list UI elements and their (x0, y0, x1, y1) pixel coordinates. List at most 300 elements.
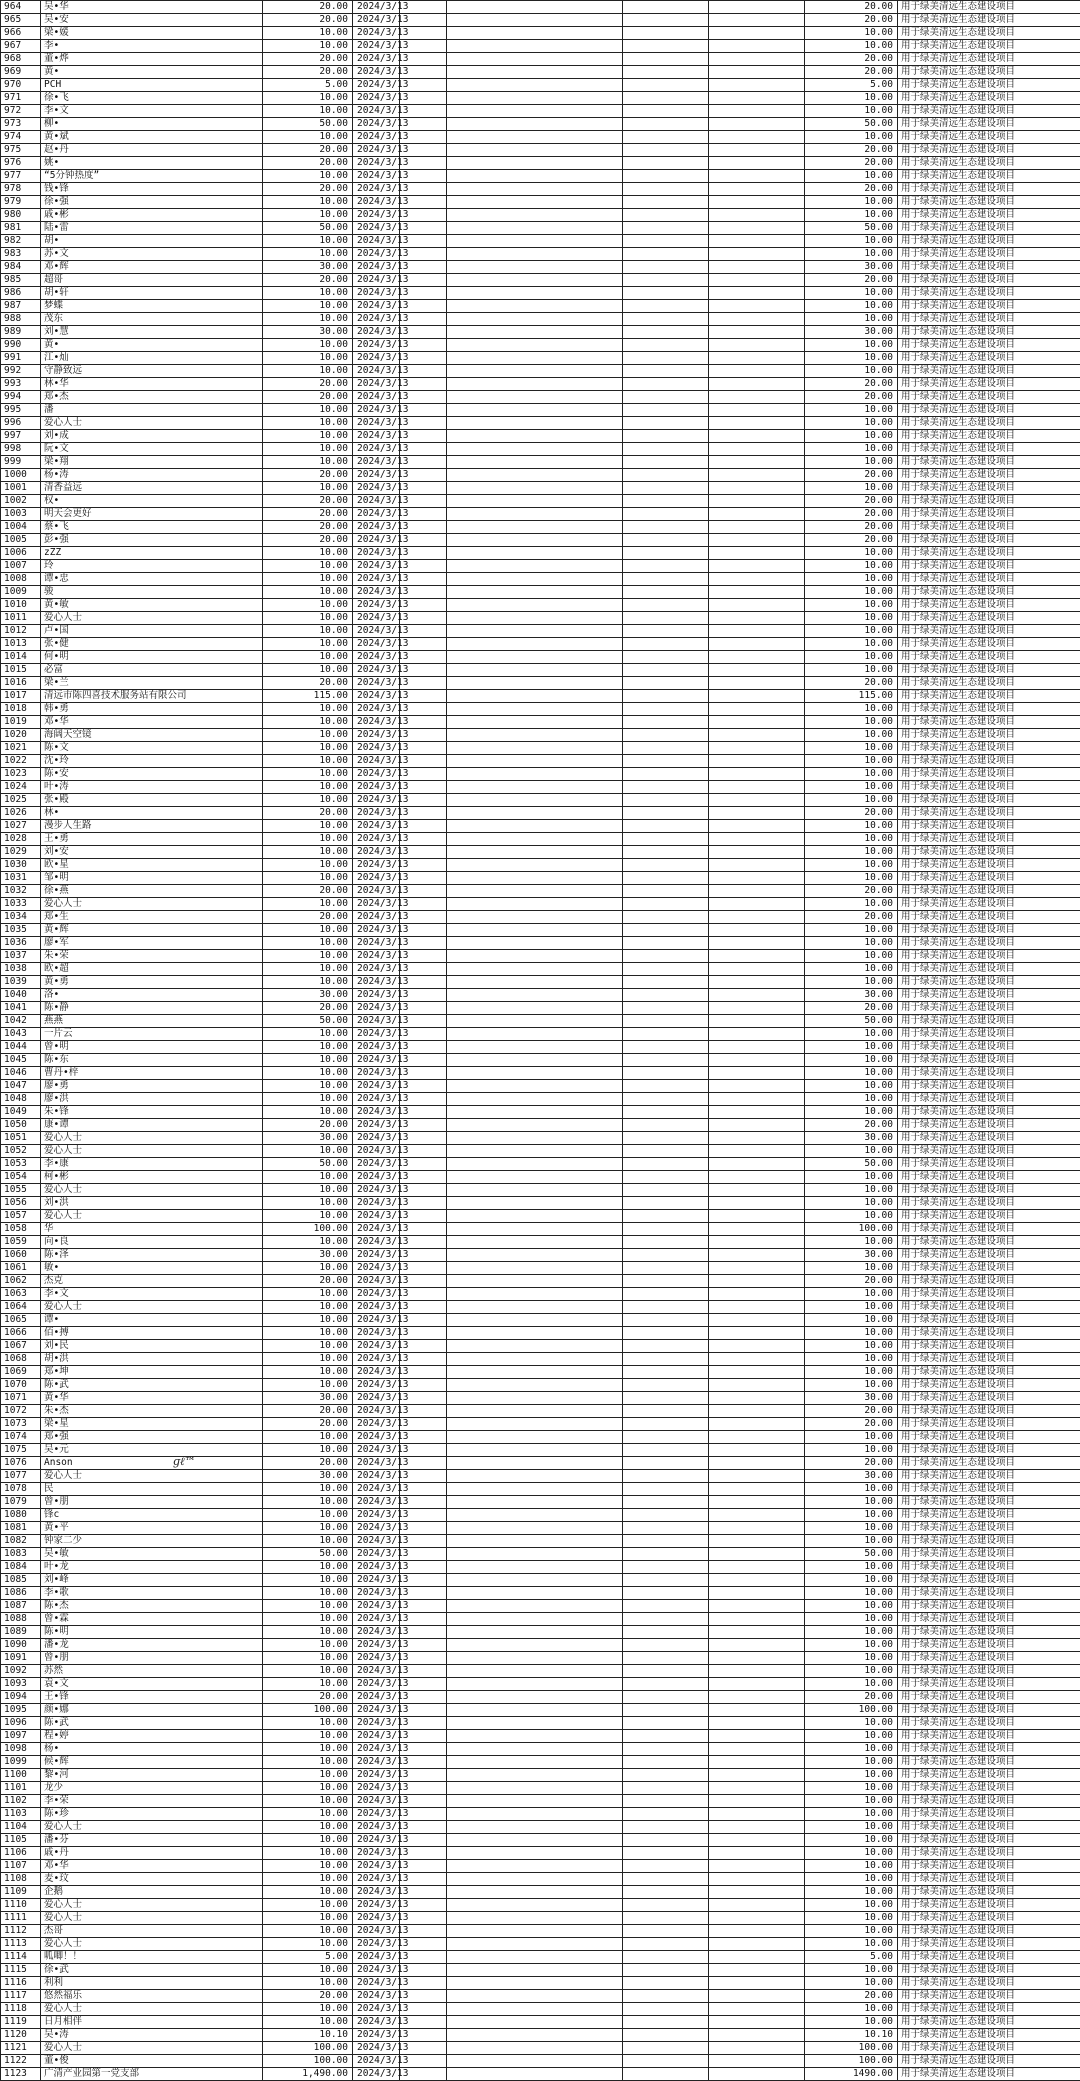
fund-usage: 用于绿美清远生态建设项目 (898, 2055, 1080, 2068)
received-amount: 10.00 (805, 1600, 898, 1613)
fund-usage: 用于绿美清远生态建设项目 (898, 27, 1080, 40)
row-number: 989 (1, 326, 41, 339)
row-number: 1057 (1, 1210, 41, 1223)
received-amount: 10.00 (805, 27, 898, 40)
donor-name: 邓•华 (41, 1860, 263, 1873)
empty-cell (709, 989, 805, 1002)
table-row (1, 625, 1080, 638)
received-amount: 20.00 (805, 1691, 898, 1704)
donor-name: 敏• (41, 1262, 263, 1275)
empty-cell (447, 872, 623, 885)
empty-cell (709, 1834, 805, 1847)
fund-usage: 用于绿美清远生态建设项目 (898, 157, 1080, 170)
table-row (1, 612, 1080, 625)
empty-cell (709, 781, 805, 794)
donation-amount: 20.00 (263, 1119, 353, 1132)
empty-cell (447, 1171, 623, 1184)
fund-usage: 用于绿美清远生态建设项目 (898, 1834, 1080, 1847)
donation-date: 2024/3/13 (353, 1652, 400, 1665)
fund-usage: 用于绿美清远生态建设项目 (898, 1405, 1080, 1418)
empty-cell (447, 1288, 623, 1301)
empty-cell (709, 716, 805, 729)
donation-date: 2024/3/13 (353, 118, 400, 131)
donation-amount: 10.00 (263, 209, 353, 222)
donation-amount: 10.00 (263, 1639, 353, 1652)
donor-name: 企鹅 (41, 1886, 263, 1899)
empty-cell (623, 1119, 709, 1132)
received-amount: 10.00 (805, 235, 898, 248)
empty-cell (709, 807, 805, 820)
donation-date: 2024/3/13 (353, 1340, 400, 1353)
empty-cell (709, 1015, 805, 1028)
row-number: 1056 (1, 1197, 41, 1210)
fund-usage: 用于绿美清远生态建设项目 (898, 378, 1080, 391)
empty-cell (623, 53, 709, 66)
empty-cell (623, 248, 709, 261)
fund-usage: 用于绿美清远生态建设项目 (898, 1275, 1080, 1288)
table-row (1, 2003, 1080, 2016)
table-row (1, 1353, 1080, 1366)
empty-cell (447, 222, 623, 235)
table-row (1, 482, 1080, 495)
table-row (1, 794, 1080, 807)
donation-amount: 10.00 (263, 846, 353, 859)
donation-date: 2024/3/13 (353, 586, 400, 599)
donation-amount: 50.00 (263, 1158, 353, 1171)
row-number: 966 (1, 27, 41, 40)
row-number: 1011 (1, 612, 41, 625)
empty-cell (623, 768, 709, 781)
received-amount: 50.00 (805, 222, 898, 235)
empty-cell (709, 560, 805, 573)
fund-usage: 用于绿美清远生态建设项目 (898, 989, 1080, 1002)
table-row (1, 1639, 1080, 1652)
empty-cell (623, 1743, 709, 1756)
fund-usage: 用于绿美清远生态建设项目 (898, 1535, 1080, 1548)
received-amount: 10.00 (805, 716, 898, 729)
donor-name: 曾•明 (41, 1041, 263, 1054)
donor-name: 郑•杰 (41, 391, 263, 404)
row-number: 1022 (1, 755, 41, 768)
empty-cell (447, 170, 623, 183)
fund-usage: 用于绿美清远生态建设项目 (898, 40, 1080, 53)
empty-cell (447, 2029, 623, 2042)
fund-usage: 用于绿美清远生态建设项目 (898, 339, 1080, 352)
donation-amount: 10.00 (263, 599, 353, 612)
empty-cell (623, 1197, 709, 1210)
empty-cell (447, 976, 623, 989)
table-row (1, 742, 1080, 755)
row-number: 1054 (1, 1171, 41, 1184)
fund-usage: 用于绿美清远生态建设项目 (898, 1808, 1080, 1821)
donor-name: 程•婷 (41, 1730, 263, 1743)
donor-name: 徐•武 (41, 1964, 263, 1977)
empty-cell (623, 313, 709, 326)
empty-cell (709, 1054, 805, 1067)
table-row (1, 1925, 1080, 1938)
donor-name: 康•谭 (41, 1119, 263, 1132)
donation-amount: 10.00 (263, 1808, 353, 1821)
donation-date: 2024/3/13 (353, 1769, 400, 1782)
empty-cell (709, 1288, 805, 1301)
table-row (1, 521, 1080, 534)
empty-cell (623, 131, 709, 144)
donation-date: 2024/3/13 (353, 352, 400, 365)
empty-cell (623, 1717, 709, 1730)
empty-cell (623, 1951, 709, 1964)
donation-amount: 10.00 (263, 1782, 353, 1795)
received-amount: 10.00 (805, 846, 898, 859)
table-row (1, 274, 1080, 287)
row-number: 1032 (1, 885, 41, 898)
donor-name: 龙少 (41, 1782, 263, 1795)
row-number: 1082 (1, 1535, 41, 1548)
fund-usage: 用于绿美清远生态建设项目 (898, 404, 1080, 417)
donation-amount: 10.00 (263, 1080, 353, 1093)
donation-date: 2024/3/13 (353, 391, 400, 404)
donation-date: 2024/3/13 (353, 768, 400, 781)
received-amount: 10.00 (805, 1483, 898, 1496)
donation-date: 2024/3/13 (353, 820, 400, 833)
donation-date: 2024/3/13 (353, 690, 400, 703)
received-amount: 10.00 (805, 443, 898, 456)
empty-cell (623, 79, 709, 92)
empty-cell (447, 287, 623, 300)
donation-amount: 10.00 (263, 1366, 353, 1379)
table-row (1, 1002, 1080, 1015)
received-amount: 10.10 (805, 2029, 898, 2042)
donor-name: 邓•辉 (41, 261, 263, 274)
empty-cell (447, 131, 623, 144)
donation-date: 2024/3/13 (353, 209, 400, 222)
table-row (1, 716, 1080, 729)
empty-cell (709, 1886, 805, 1899)
empty-cell (447, 1249, 623, 1262)
empty-cell (709, 768, 805, 781)
donation-amount: 10.00 (263, 1353, 353, 1366)
empty-cell (623, 989, 709, 1002)
empty-cell (447, 1665, 623, 1678)
donation-date: 2024/3/13 (353, 1171, 400, 1184)
row-number: 1083 (1, 1548, 41, 1561)
donation-date: 2024/3/13 (353, 794, 400, 807)
donation-date: 2024/3/13 (353, 1236, 400, 1249)
donation-date: 2024/3/13 (353, 183, 400, 196)
table-row (1, 105, 1080, 118)
empty-cell (447, 313, 623, 326)
empty-cell (447, 2016, 623, 2029)
table-row (1, 131, 1080, 144)
donor-name: 戚•彬 (41, 209, 263, 222)
empty-cell (623, 1977, 709, 1990)
empty-cell (623, 1249, 709, 1262)
empty-cell (709, 1366, 805, 1379)
donation-date: 2024/3/13 (353, 963, 400, 976)
empty-cell (709, 1301, 805, 1314)
fund-usage: 用于绿美清远生态建设项目 (898, 729, 1080, 742)
donation-amount: 10.00 (263, 339, 353, 352)
donation-amount: 10.00 (263, 1496, 353, 1509)
empty-cell (709, 1327, 805, 1340)
empty-cell (709, 937, 805, 950)
donor-name: 阮•文 (41, 443, 263, 456)
donation-amount: 10.00 (263, 976, 353, 989)
empty-cell (709, 1639, 805, 1652)
table-row (1, 950, 1080, 963)
donation-date: 2024/3/13 (353, 1522, 400, 1535)
empty-cell (623, 781, 709, 794)
empty-cell (623, 651, 709, 664)
received-amount: 10.00 (805, 742, 898, 755)
empty-cell (709, 638, 805, 651)
table-row (1, 1054, 1080, 1067)
row-number: 1031 (1, 872, 41, 885)
fund-usage: 用于绿美清远生态建设项目 (898, 599, 1080, 612)
received-amount: 10.00 (805, 794, 898, 807)
fund-usage: 用于绿美清远生态建设项目 (898, 495, 1080, 508)
donor-name: 爱心人士 (41, 1938, 263, 1951)
empty-cell (623, 1366, 709, 1379)
fund-usage: 用于绿美清远生态建设项目 (898, 586, 1080, 599)
received-amount: 10.00 (805, 1054, 898, 1067)
empty-cell (447, 235, 623, 248)
empty-cell (447, 2042, 623, 2055)
donor-name: 邹•明 (41, 872, 263, 885)
row-number: 1020 (1, 729, 41, 742)
donor-name: 梁•星 (41, 1418, 263, 1431)
row-number: 995 (1, 404, 41, 417)
empty-cell (623, 1535, 709, 1548)
empty-cell (623, 703, 709, 716)
empty-cell (623, 755, 709, 768)
received-amount: 10.00 (805, 1431, 898, 1444)
empty-cell (709, 1652, 805, 1665)
donation-date: 2024/3/13 (353, 1249, 400, 1262)
row-number: 970 (1, 79, 41, 92)
donor-name: 权• (41, 495, 263, 508)
received-amount: 10.00 (805, 755, 898, 768)
empty-cell (623, 66, 709, 79)
donation-date: 2024/3/13 (353, 1587, 400, 1600)
fund-usage: 用于绿美清远生态建设项目 (898, 846, 1080, 859)
empty-cell (447, 651, 623, 664)
donation-amount: 10.00 (263, 1340, 353, 1353)
donation-amount: 10.00 (263, 456, 353, 469)
empty-cell (709, 1509, 805, 1522)
row-number: 1118 (1, 2003, 41, 2016)
received-amount: 10.00 (805, 1925, 898, 1938)
empty-cell (709, 352, 805, 365)
donor-name: 华 (41, 1223, 263, 1236)
donation-amount: 50.00 (263, 1015, 353, 1028)
empty-cell (623, 950, 709, 963)
fund-usage: 用于绿美清远生态建设项目 (898, 2068, 1080, 2081)
empty-cell (447, 1860, 623, 1873)
donation-amount: 10.00 (263, 1834, 353, 1847)
table-row (1, 1314, 1080, 1327)
empty-cell (447, 1678, 623, 1691)
donor-name: 欧•星 (41, 859, 263, 872)
donation-date: 2024/3/13 (353, 92, 400, 105)
donation-amount: 20.00 (263, 1990, 353, 2003)
donor-name: 黄•辉 (41, 924, 263, 937)
received-amount: 10.00 (805, 1587, 898, 1600)
received-amount: 50.00 (805, 1548, 898, 1561)
fund-usage: 用于绿美清远生态建设项目 (898, 1769, 1080, 1782)
row-number: 1079 (1, 1496, 41, 1509)
donation-amount: 10.00 (263, 1054, 353, 1067)
table-row (1, 404, 1080, 417)
empty-cell (447, 300, 623, 313)
fund-usage: 用于绿美清远生态建设项目 (898, 1665, 1080, 1678)
empty-cell (709, 1795, 805, 1808)
table-row (1, 573, 1080, 586)
donation-amount: 10.00 (263, 352, 353, 365)
empty-cell (447, 1587, 623, 1600)
donation-amount: 10.00 (263, 1171, 353, 1184)
empty-cell (709, 950, 805, 963)
empty-cell (447, 1717, 623, 1730)
donation-amount: 10.00 (263, 1509, 353, 1522)
table-row (1, 118, 1080, 131)
donor-name: PCH (41, 79, 263, 92)
donor-name: 黄•勇 (41, 976, 263, 989)
row-number: 998 (1, 443, 41, 456)
donation-amount: 10.00 (263, 1444, 353, 1457)
empty-cell (447, 1444, 623, 1457)
table-row (1, 1730, 1080, 1743)
row-number: 1040 (1, 989, 41, 1002)
row-number: 964 (1, 1, 41, 14)
empty-cell (447, 1535, 623, 1548)
empty-cell (709, 495, 805, 508)
row-number: 1106 (1, 1847, 41, 1860)
received-amount: 10.00 (805, 1184, 898, 1197)
received-amount: 20.00 (805, 1002, 898, 1015)
donation-amount: 20.00 (263, 1, 353, 14)
row-number: 986 (1, 287, 41, 300)
empty-cell (709, 820, 805, 833)
empty-cell (623, 1444, 709, 1457)
received-amount: 10.00 (805, 1379, 898, 1392)
donor-name: 蔡•飞 (41, 521, 263, 534)
donation-amount: 10.00 (263, 2016, 353, 2029)
table-row (1, 924, 1080, 937)
donation-amount: 10.00 (263, 1483, 353, 1496)
fund-usage: 用于绿美清远生态建设项目 (898, 1730, 1080, 1743)
table-row (1, 2055, 1080, 2068)
table-row (1, 1808, 1080, 1821)
donation-amount: 10.00 (263, 1847, 353, 1860)
empty-cell (623, 625, 709, 638)
empty-cell (709, 1808, 805, 1821)
donor-name: 爱心人士 (41, 1470, 263, 1483)
row-number: 1066 (1, 1327, 41, 1340)
table-row (1, 1821, 1080, 1834)
empty-cell (623, 898, 709, 911)
fund-usage: 用于绿美清远生态建设项目 (898, 1106, 1080, 1119)
donation-amount: 30.00 (263, 989, 353, 1002)
table-row (1, 1665, 1080, 1678)
empty-cell (623, 1275, 709, 1288)
row-number: 1098 (1, 1743, 41, 1756)
received-amount: 100.00 (805, 2042, 898, 2055)
donation-amount: 10.00 (263, 417, 353, 430)
received-amount: 20.00 (805, 807, 898, 820)
row-number: 1120 (1, 2029, 41, 2042)
empty-cell (709, 287, 805, 300)
fund-usage: 用于绿美清远生态建设项目 (898, 885, 1080, 898)
table-row (1, 443, 1080, 456)
donation-date: 2024/3/13 (353, 1925, 400, 1938)
empty-cell (623, 1899, 709, 1912)
received-amount: 20.00 (805, 885, 898, 898)
donation-amount: 10.00 (263, 716, 353, 729)
empty-cell (623, 924, 709, 937)
donation-date: 2024/3/13 (353, 313, 400, 326)
empty-cell (709, 1353, 805, 1366)
empty-cell (709, 2029, 805, 2042)
donation-amount: 1,490.00 (263, 2068, 353, 2081)
row-number: 981 (1, 222, 41, 235)
empty-cell (447, 1002, 623, 1015)
donation-amount: 10.00 (263, 898, 353, 911)
row-number: 1110 (1, 1899, 41, 1912)
empty-cell (709, 1171, 805, 1184)
donor-name: 刘•安 (41, 846, 263, 859)
table-row (1, 1223, 1080, 1236)
empty-cell (447, 1379, 623, 1392)
donation-rows (1, 1, 1080, 2081)
empty-cell (623, 1821, 709, 1834)
donation-amount: 10.00 (263, 820, 353, 833)
fund-usage: 用于绿美清远生态建设项目 (898, 482, 1080, 495)
received-amount: 10.00 (805, 1561, 898, 1574)
empty-cell (623, 1392, 709, 1405)
donation-date: 2024/3/13 (353, 976, 400, 989)
donation-amount: 10.00 (263, 1613, 353, 1626)
donation-date: 2024/3/13 (353, 1626, 400, 1639)
donation-date: 2024/3/13 (353, 625, 400, 638)
empty-cell (623, 1860, 709, 1873)
fund-usage: 用于绿美清远生态建设项目 (898, 1691, 1080, 1704)
donor-name: 刘•民 (41, 1340, 263, 1353)
donation-amount: 10.00 (263, 1730, 353, 1743)
received-amount: 10.00 (805, 833, 898, 846)
empty-cell (447, 339, 623, 352)
donation-date: 2024/3/13 (353, 469, 400, 482)
received-amount: 10.00 (805, 1041, 898, 1054)
donation-amount: 10.00 (263, 794, 353, 807)
empty-cell (709, 2016, 805, 2029)
empty-cell (709, 898, 805, 911)
received-amount: 10.00 (805, 547, 898, 560)
row-number: 1069 (1, 1366, 41, 1379)
fund-usage: 用于绿美清远生态建设项目 (898, 1262, 1080, 1275)
received-amount: 50.00 (805, 1015, 898, 1028)
donor-name: 陈•东 (41, 1054, 263, 1067)
row-number: 1005 (1, 534, 41, 547)
received-amount: 10.00 (805, 1860, 898, 1873)
received-amount: 10.00 (805, 313, 898, 326)
donor-name: 悠然福乐 (41, 1990, 263, 2003)
empty-cell (623, 1704, 709, 1717)
donation-amount: 20.00 (263, 495, 353, 508)
table-row (1, 469, 1080, 482)
empty-cell (447, 1067, 623, 1080)
row-number: 1080 (1, 1509, 41, 1522)
donation-amount: 10.00 (263, 300, 353, 313)
